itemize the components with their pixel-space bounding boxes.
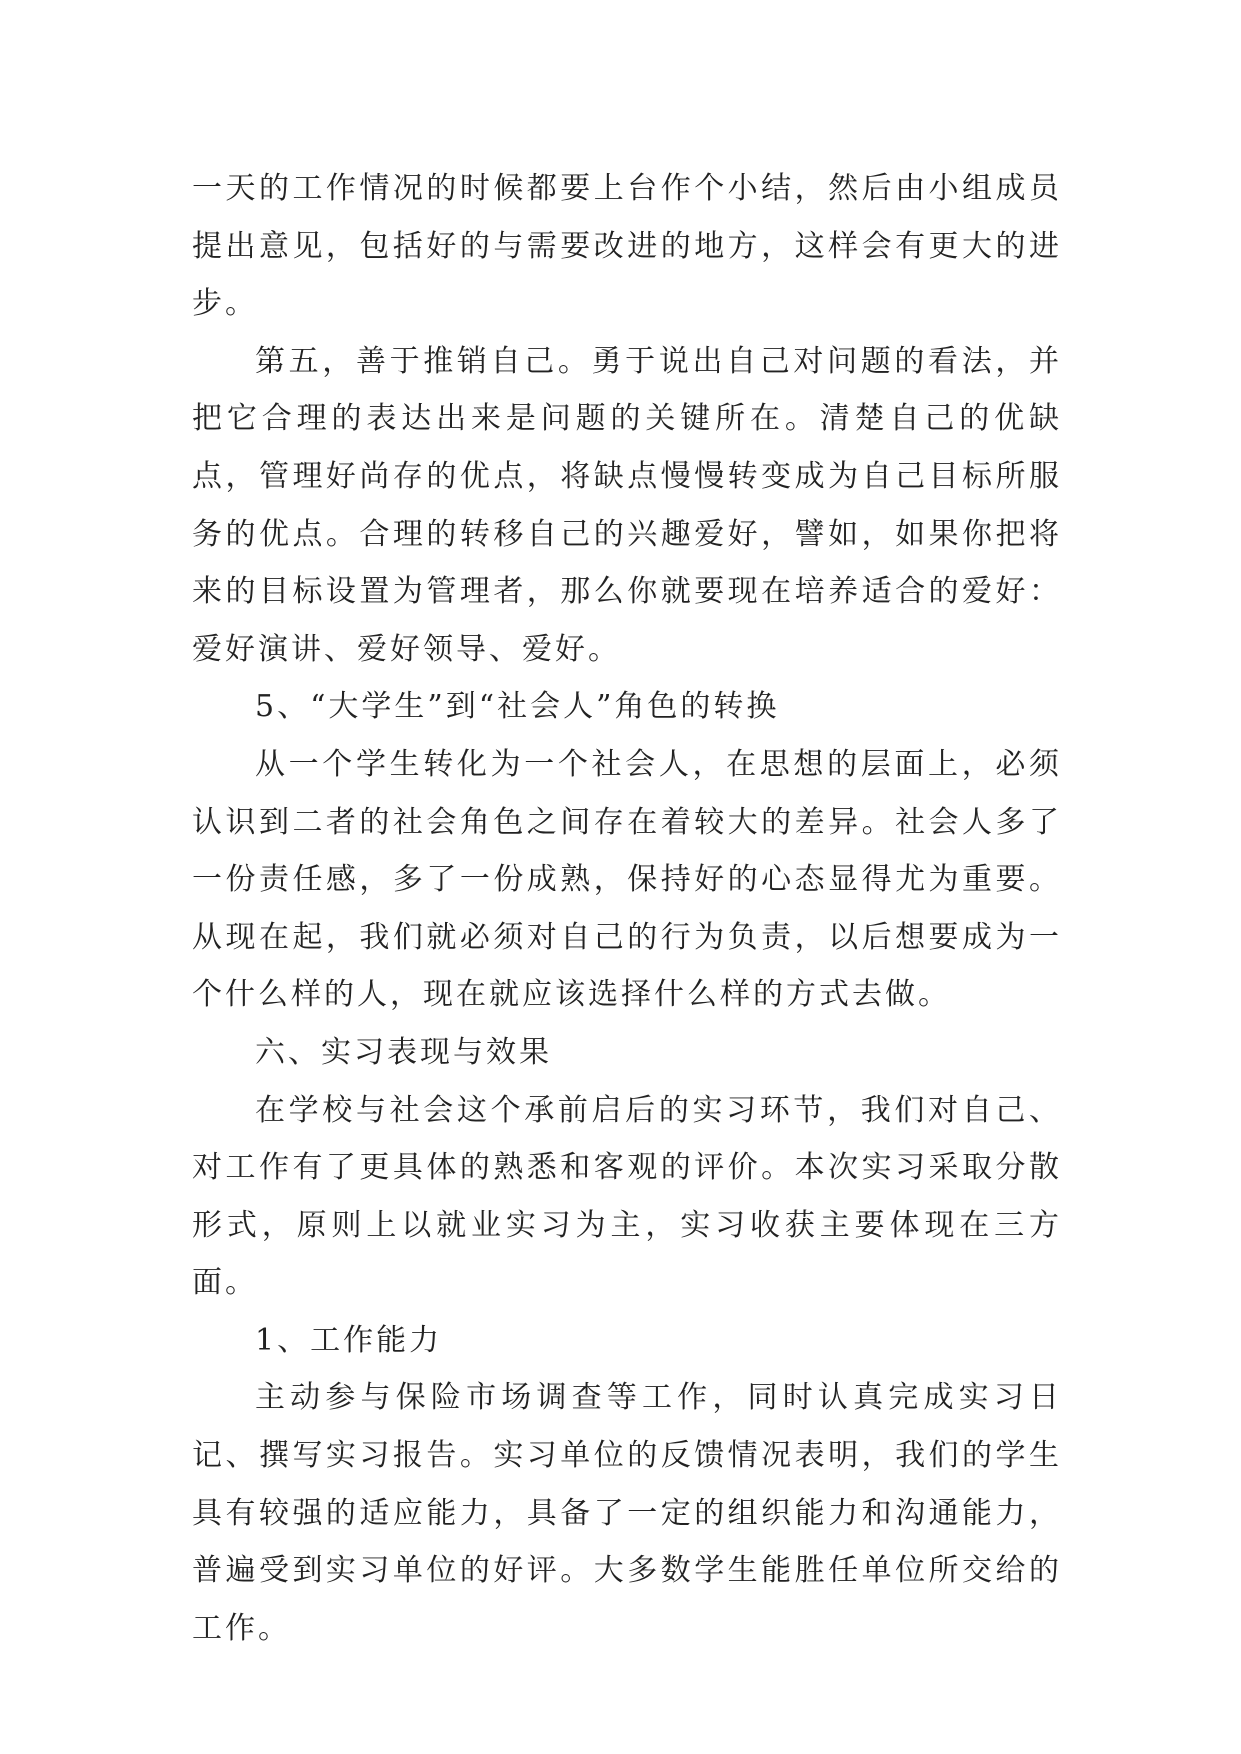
paragraph-2: 第五，善于推销自己。勇于说出自己对问题的看法，并把它合理的表达出来是问题的关键所在。清楚自己的优缺点，管理好尚存的优点，将缺点慢慢转变成为自己目标所服务的优点。合理的转移自己的兴趣爱好，譬如，如果你把将来的目标设置为管理者，那么你就要现在培养适合的爱好：爱好演讲、爱好领导、爱好。 xyxy=(192,343,1062,667)
document-body xyxy=(192,160,1062,1657)
section-heading-work-ability: 1、工作能力 xyxy=(255,1322,443,1358)
paragraph-1: 一天的工作情况的时候都要上台作个小结，然后由小组成员提出意见，包括好的与需要改进的地方，这样会有更大的进步。 xyxy=(192,171,1062,322)
paragraph-5: 主动参与保险市场调查等工作，同时认真完成实习日记、撰写实习报告。实习单位的反馈情况表明，我们的学生具有较强的适应能力，具备了一定的组织能力和沟通能力，普遍受到实习单位的好评。大多数学生能胜任单位所交给的工作。 xyxy=(192,1380,1062,1646)
paragraph-3: 从一个学生转化为一个社会人，在思想的层面上，必须认识到二者的社会角色之间存在着较大的差异。社会人多了一份责任感，多了一份成熟，保持好的心态显得尤为重要。从现在起，我们就必须对自己的行为负责，以后想要成为一个什么样的人，现在就应该选择什么样的方式去做。 xyxy=(192,746,1062,1013)
paragraph-4: 在学校与社会这个承前启后的实习环节，我们对自己、对工作有了更具体的熟悉和客观的评价。本次实习采取分散形式，原则上以就业实习为主，实习收获主要体现在三方面。 xyxy=(192,1092,1062,1301)
section-heading-performance: 六、实习表现与效果 xyxy=(255,1034,552,1070)
section-heading-role-transition: 5、“大学生”到“社会人”角色的转换 xyxy=(255,689,780,725)
